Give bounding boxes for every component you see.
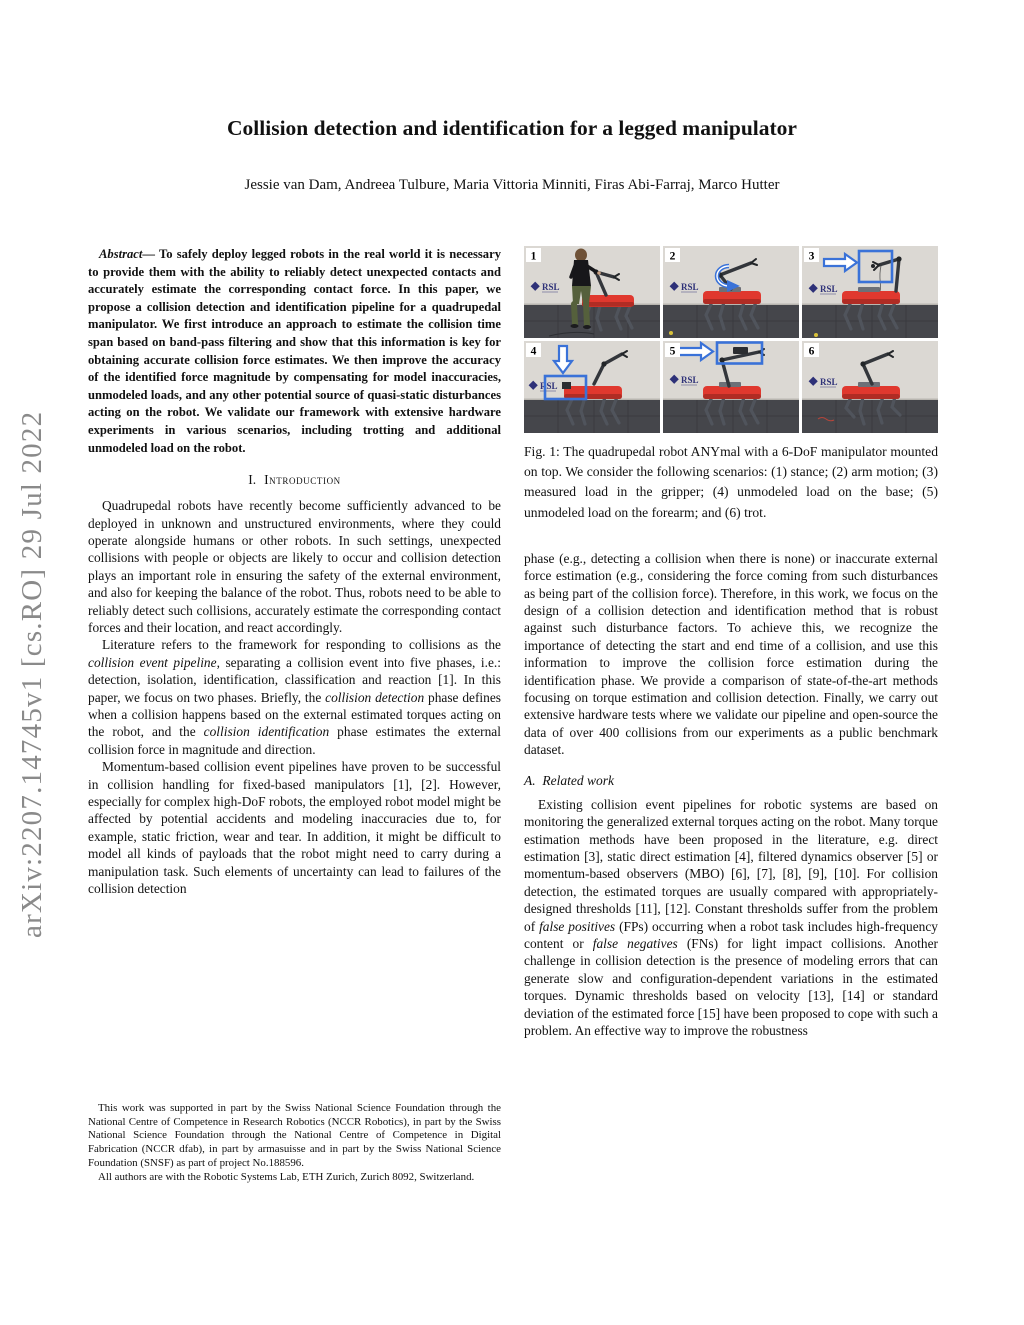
- svg-text:RSL: RSL: [540, 381, 558, 391]
- page-title: Collision detection and identification for a legged manipulator: [227, 116, 797, 140]
- abstract-label: Abstract: [99, 247, 143, 261]
- svg-text:RSL: RSL: [681, 282, 699, 292]
- subsection-title: Related work: [542, 772, 614, 788]
- svg-text:3: 3: [808, 250, 815, 263]
- figure-panel-1: [524, 246, 660, 338]
- figure-1: [524, 246, 938, 433]
- abstract-dash: —: [142, 247, 155, 261]
- svg-text:5: 5: [669, 345, 676, 358]
- svg-text:RSL: RSL: [542, 282, 560, 292]
- panel-number-badge: [526, 248, 541, 263]
- svg-text:RSL: RSL: [820, 284, 838, 294]
- figure-panel-4: [524, 341, 660, 433]
- right-paragraph-1: phase (e.g., detecting a collision when there is none) or inaccurate external force estimation (e.g., considering the force coming from such disturbances as being part of the collision force). Therefore, in this work, we focus on the design of a collision detection and identification method that is robust against such disturbance factors. To achieve this, we recognize the importance of detecting the start and end time of a collision, and use this information to improve the collision force estimation during the identification phase. We provide a comparison of state-of-the-art methods focusing on torque estimation and collision detection. Finally, we carry out extensive hardware tests where we validate our pipeline and open-source the data of over 400 collisions from our experiments as a public benchmark dataset.: [524, 550, 938, 758]
- panel-number-badge: [665, 248, 680, 263]
- panel-5-photo: [663, 341, 799, 433]
- panel-6-photo: [802, 341, 938, 433]
- figure-panel-2: [663, 246, 799, 338]
- panel-number-badge: [804, 248, 819, 263]
- section-title: Introduction: [264, 472, 341, 488]
- panel-3-photo: [802, 246, 938, 338]
- panel-number-badge: [526, 343, 541, 358]
- figure-caption: Fig. 1: The quadrupedal robot ANYmal with a 6-DoF manipulator mounted on top. We consider the following scenarios: (1) stance; (2) arm motion; (3) measured load in the gripper; (4) unmodeled load on the base; (5) unmodeled load on the forearm; and (6) trot.: [524, 444, 938, 520]
- panel-2-photo: [663, 246, 799, 338]
- abstract-paragraph: [88, 246, 501, 457]
- subsection-letter: A.: [524, 772, 536, 788]
- svg-text:6: 6: [808, 345, 815, 358]
- intro-paragraph-3: Momentum-based collision event pipelines have proven to be successful in collision handling for fixed-based manipulators [1], [2]. However, especially for complex high-DoF robots, the employed robot model might be affected by potential accidents and modeling inaccuracies due to, for example, static friction, wear and tear. In addition, it might be difficult to model all kinds of payloads that the robot might need to carry during a manipulation task. Such elements of uncertainty can lead to failures of the collision detection: [88, 759, 501, 897]
- abstract-text: To safely deploy legged robots in the real world it is necessary to provide them with the ability to reliably detect unexpected contacts and accurately estimate the corresponding contact force. In this paper, we propose a collision detection and identification pipeline for a quadrupedal manipulator. We first introduce an approach to estimate the collision time span based on band-pass filtering and show that this information is key for obtaining accurate collision force estimates. We then improve the accuracy of the identified force magnitude by compensating for model inaccuracies, unmodeled loads, and any other potential source of quasi-static disturbances acting on the robot. We validate our framework with extensive hardware experiments in various scenarios, including trotting and additional unmodeled load on the robot.: [88, 247, 501, 455]
- section-heading-introduction: [88, 472, 501, 488]
- svg-text:2: 2: [669, 250, 676, 263]
- panel-number-badge: [804, 343, 819, 358]
- svg-text:4: 4: [530, 345, 537, 358]
- panel-1-photo: [524, 246, 660, 338]
- svg-text:RSL: RSL: [681, 375, 699, 385]
- figure-panel-5: [663, 341, 799, 433]
- section-number: I.: [248, 472, 257, 488]
- footnote-affiliation: All authors are with the Robotic Systems Lab, ETH Zurich, Zurich 8092, Switzerland.: [98, 1170, 475, 1183]
- right-paragraph-2: Existing collision event pipelines for robotic systems are based on monitoring the generalized external torques acting on the robot. Many torque estimation methods have been proposed in the literature, e.g. direct estimation [3], static direct estimation [4], filtered dynamics observer [5] or momentum-based observers (MBO) [6], [7], [8], [9], [10]. For collision detection, the estimated torques are usually compared with appropriately-designed thresholds [11], [12]. Constant thresholds suffer from the problem of false positives (FPs) occurring when a robot task includes high-frequency content or false negatives (FNs) for light impact collisions. Another challenge in collision detection is the presence of modeling errors that can generate slow and configuration-dependent variations in the estimated torques. Dynamic thresholds based on velocity [13], [14] or standard deviation of the estimated force [15] have been proposed to cope with such a problem. An effective way to improve the robustness: [524, 796, 938, 1038]
- intro-paragraph-2: Literature refers to the framework for responding to collisions as the collision event pipeline, separating a collision event into five phases, i.e.: detection, isolation, identification, classification and reaction [1]. In this paper, we focus on two phases. Briefly, the collision detection phase defines when a collision happens based on the external estimated torques acting on the robot, and the collision identification phase estimates the external collision force in magnitude and direction.: [88, 637, 501, 757]
- right-column: [524, 246, 938, 1039]
- svg-text:1: 1: [530, 250, 537, 263]
- footnote-funding: This work was supported in part by the Swiss National Science Foundation through the National Centre of Competence in Research Robotics (NCCR Robotics), in part by the Swiss National Science Foundation through the National Centre of Competence in Digital Fabrication (NCCR dfab), in part by armasuisse and in part by the Swiss National Science Foundation (SNSF) as part of project No.188596.: [88, 1102, 501, 1169]
- arxiv-stamp: arXiv:2207.14745v1 [cs.RO] 29 Jul 2022: [16, 410, 48, 938]
- figure-panel-6: [802, 341, 938, 433]
- intro-paragraph-1: Quadrupedal robots have recently become sufficiently advanced to be deployed in unknown and unstructured environments, where they could operate alongside humans or other robots. In such settings, unexpected collisions with people or objects are likely to occur and collision detection plays an important role in ensuring the safety of the external environment, and also for keeping the balance of the robot. Thus, robots need to be able to reliably detect such collisions, accurately estimate the corresponding contact forces and their location, and react accordingly.: [88, 498, 501, 635]
- author-list: Jessie van Dam, Andreea Tulbure, Maria Vittoria Minniti, Firas Abi-Farraj, Marco Hutter: [244, 177, 780, 193]
- panel-number-badge: [665, 343, 680, 358]
- panel-4-photo: [524, 341, 660, 433]
- footnote-block: [88, 1102, 501, 1184]
- figure-panel-3: [802, 246, 938, 338]
- svg-text:RSL: RSL: [820, 377, 838, 387]
- left-column: [88, 246, 501, 897]
- subsection-heading-related-work: [524, 773, 938, 789]
